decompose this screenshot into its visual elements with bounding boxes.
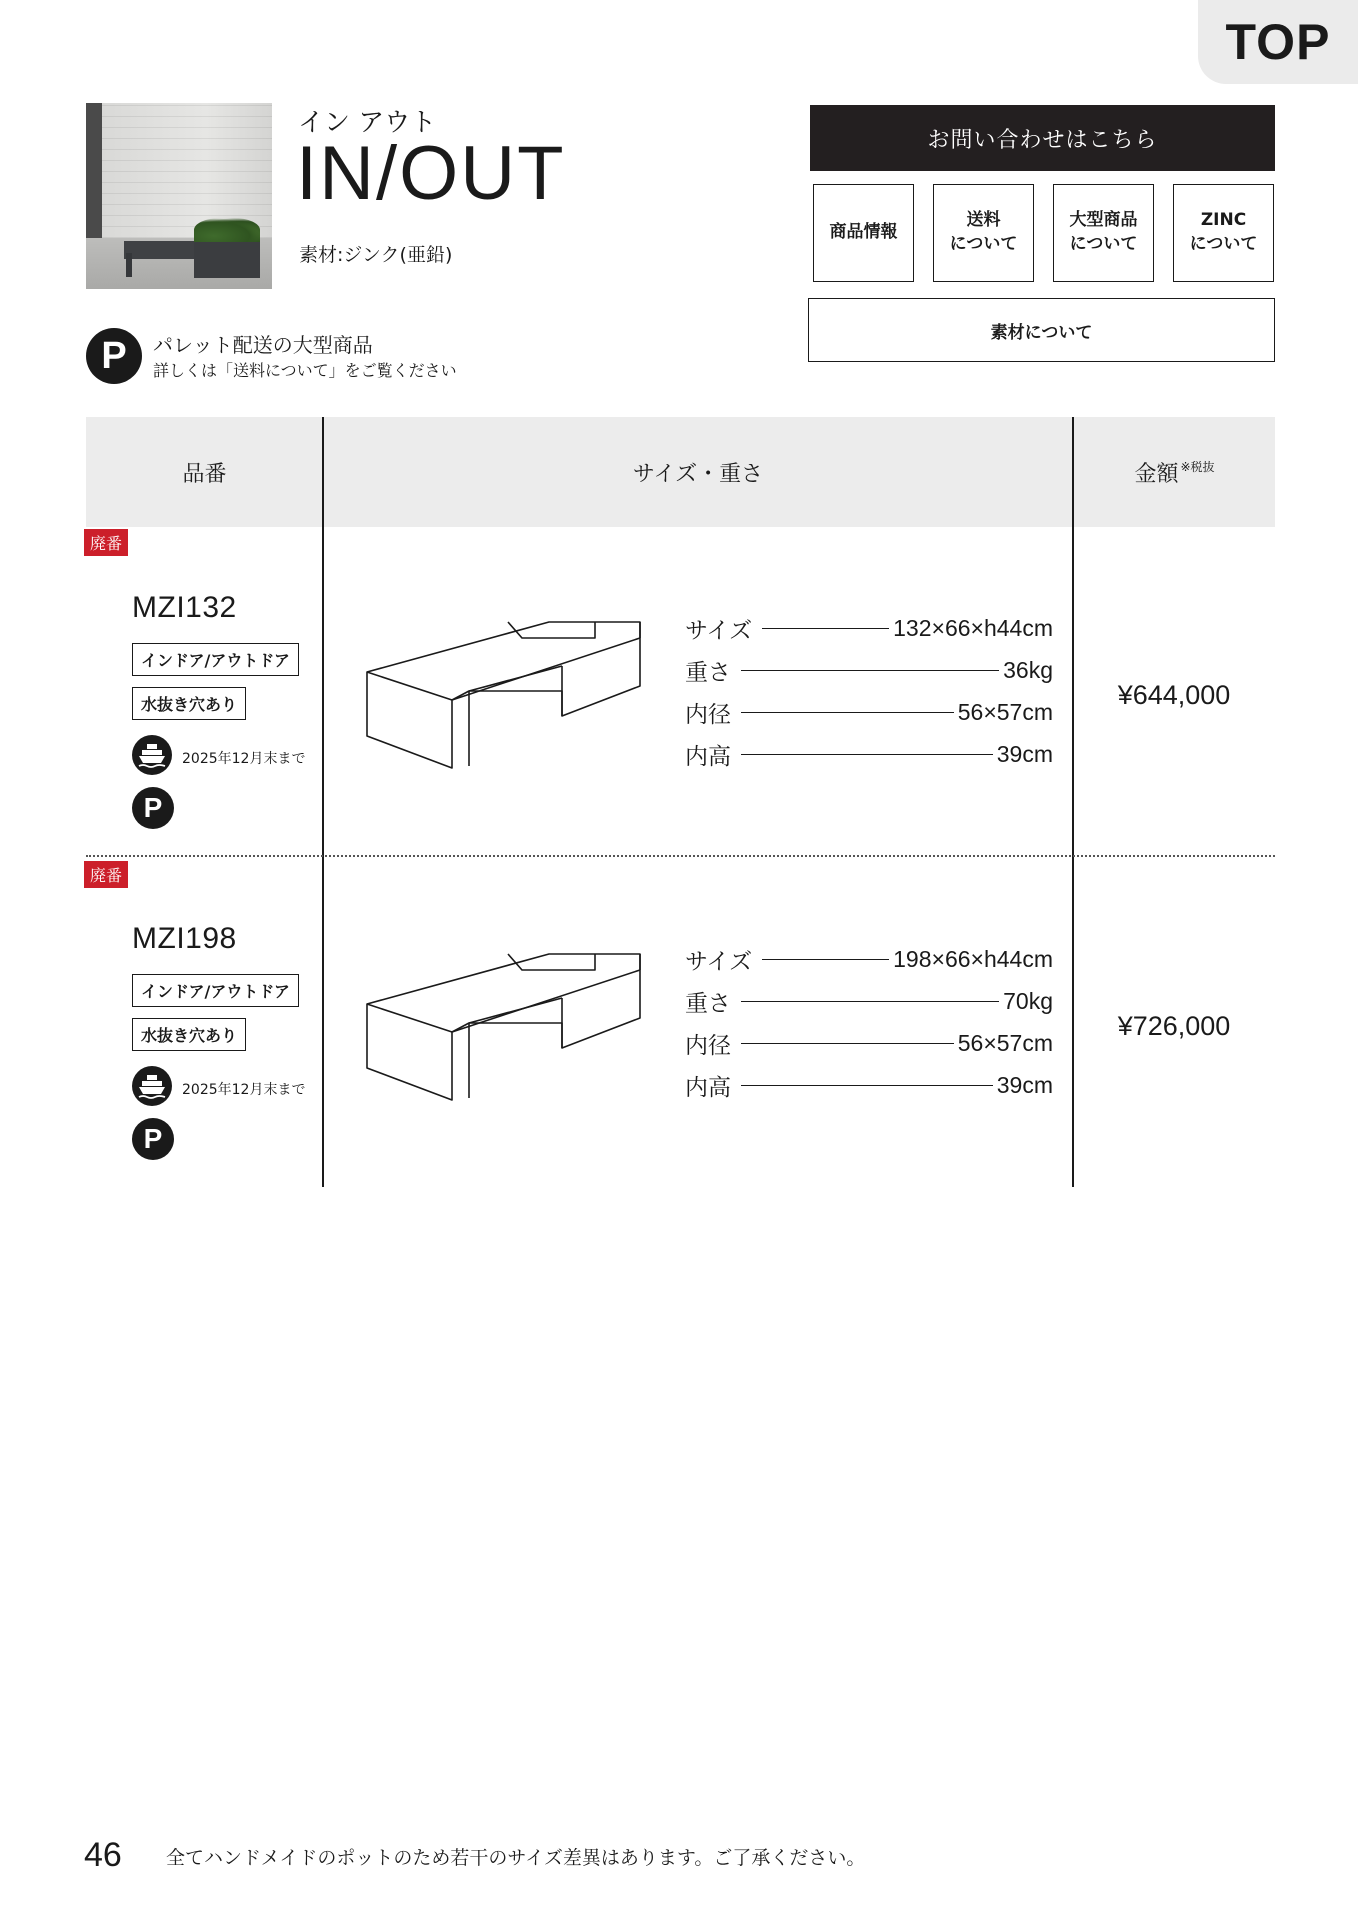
pallet-icon: P — [132, 787, 174, 829]
spec-row: サイズ 198×66×h44cm — [685, 945, 1053, 975]
spec-row: 内径 56×57cm — [685, 1029, 1053, 1059]
spec-row: 重さ 36kg — [685, 656, 1053, 686]
spec-list — [685, 607, 1053, 775]
footer-note: 全てハンドメイドのポットのため若干のサイズ差異はあります。ご了承ください。 — [166, 1847, 866, 1869]
product-code: MZI198 — [132, 922, 237, 955]
spec-row: 内高 39cm — [685, 1071, 1053, 1101]
pallet-note-subtitle: 詳しくは「送料について」をご覧ください — [153, 361, 457, 380]
product-photo — [86, 103, 272, 289]
column-divider — [322, 417, 324, 1187]
pallet-note-title: パレット配送の大型商品 — [153, 333, 373, 357]
shipping-info-button[interactable]: 送料 について — [933, 184, 1034, 282]
spec-row: サイズ 132×66×h44cm — [685, 614, 1053, 644]
header-price: 金額 $^{※税抜}$ — [1134, 459, 1215, 487]
availability-until: 2025年12月末まで — [182, 751, 306, 767]
price: ¥644,000 — [1117, 680, 1231, 710]
ship-icon — [132, 735, 172, 775]
ship-icon — [132, 1066, 172, 1106]
product-drawing-mzi132 — [362, 616, 642, 776]
row-divider — [86, 855, 1275, 857]
discontinued-badge: 廃番 — [84, 861, 128, 888]
spec-row: 内高 39cm — [685, 740, 1053, 770]
product-kana-name: イン アウト — [298, 108, 437, 138]
contact-button[interactable]: お問い合わせはこちら — [810, 105, 1275, 171]
product-code: MZI132 — [132, 591, 237, 624]
zinc-info-button[interactable]: ZINC について — [1173, 184, 1274, 282]
product-drawing-mzi198 — [362, 948, 642, 1108]
header-size: サイズ・重さ — [632, 461, 764, 487]
column-divider — [1072, 417, 1074, 1187]
availability-until: 2025年12月末まで — [182, 1082, 306, 1098]
discontinued-badge: 廃番 — [84, 529, 128, 556]
drain-hole-tag: 水抜き穴あり — [132, 687, 246, 720]
indoor-outdoor-tag: インドア/アウトドア — [132, 643, 299, 676]
drain-hole-tag: 水抜き穴あり — [132, 1018, 246, 1051]
header-code: 品番 — [182, 461, 227, 487]
spec-list — [685, 938, 1053, 1106]
spec-row: 内径 56×57cm — [685, 698, 1053, 728]
product-title: IN/OUT — [296, 131, 566, 216]
spec-row: 重さ 70kg — [685, 987, 1053, 1017]
indoor-outdoor-tag: インドア/アウトドア — [132, 974, 299, 1007]
product-material: 素材:ジンク(亜鉛) — [299, 244, 453, 266]
pallet-icon: P — [86, 328, 142, 384]
page-number: 46 — [84, 1836, 122, 1874]
pallet-icon: P — [132, 1118, 174, 1160]
top-nav-button[interactable]: TOP — [1198, 0, 1358, 84]
product-info-button[interactable]: 商品情報 — [813, 184, 914, 282]
price: ¥726,000 — [1117, 1011, 1231, 1041]
large-item-info-button[interactable]: 大型商品 について — [1053, 184, 1154, 282]
material-info-button[interactable]: 素材について — [808, 298, 1275, 362]
